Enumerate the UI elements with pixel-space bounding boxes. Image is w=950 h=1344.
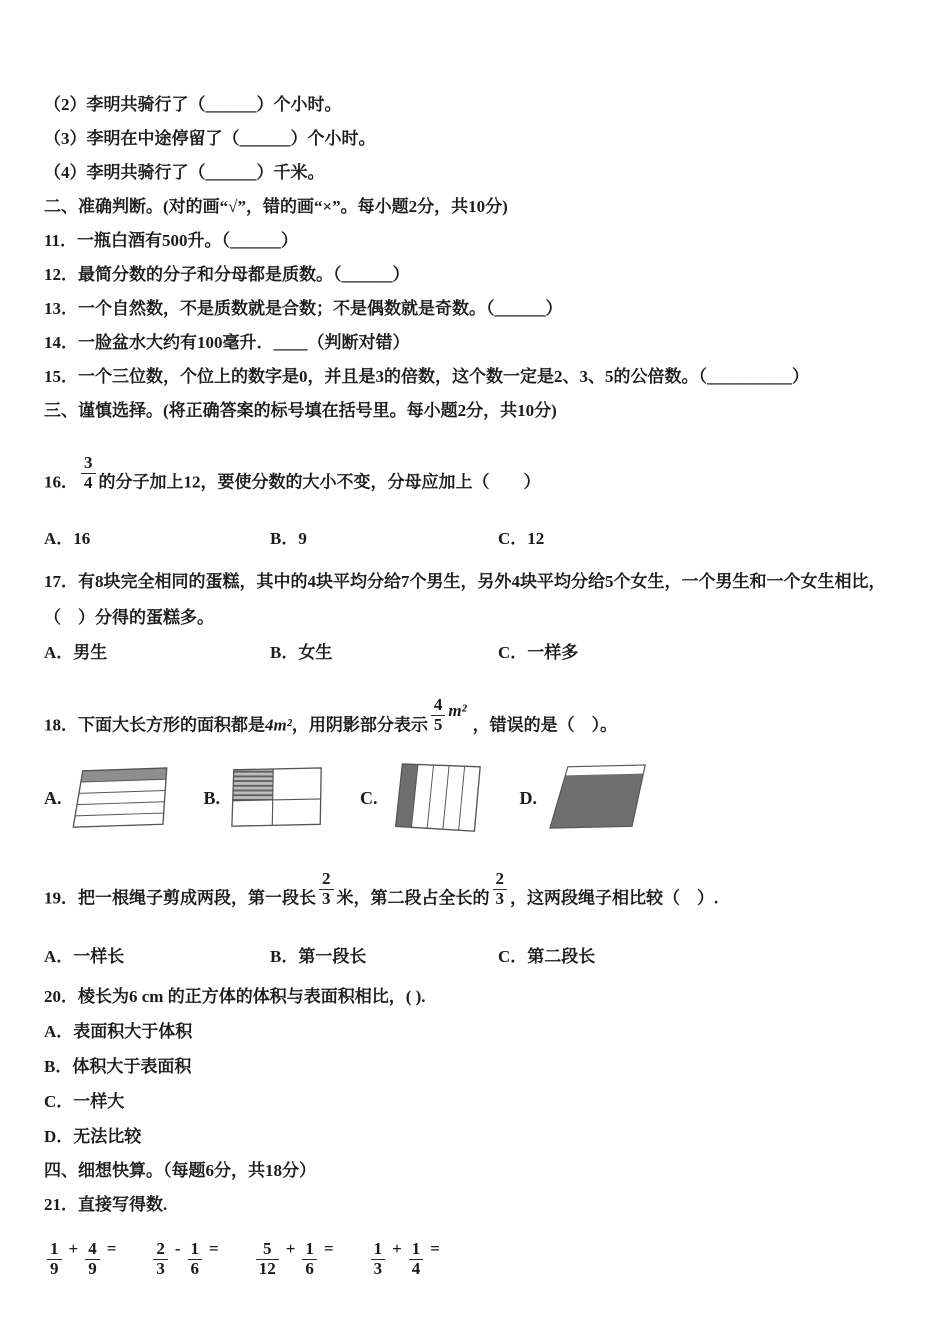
question-18-text-end: ，错误的是（ ）。 [472,715,618,735]
question-20-option-b: B．体积大于表面积 [44,1056,192,1076]
fraction-2-3 [493,870,508,908]
section-3-header: 三、谨慎选择。(将正确答案的标号填在括号里。每小题2分，共10分) [44,401,557,420]
equals-sign: = [323,1238,334,1258]
operator: - [174,1238,181,1258]
question-20: 20．棱长为6 cm 的正方体的体积与表面积相比，( ). [44,986,426,1006]
sub-question-2: （2）李明共骑行了（______）个小时。 [44,95,342,114]
fraction [302,1240,317,1278]
question-16-options [44,522,924,556]
option-b: B．第一段长 [270,946,367,966]
question-20-option-c: C．一样大 [44,1091,125,1111]
numerator: 1 [302,1240,317,1260]
numerator: 2 [319,870,334,890]
question-18-text-start: 18．下面大长方形的面积都是 [44,715,265,735]
denominator: 3 [373,1258,383,1278]
sub-question-4: （4）李明共骑行了（______）千米。 [44,163,325,182]
option-b: B．女生 [270,642,333,662]
question-21-expressions [44,1226,924,1278]
numerator: 4 [431,696,446,716]
question-18 [44,678,924,742]
figure-d-label: D. [519,787,538,808]
option-a: A．一样长 [44,946,125,966]
denominator: 4 [84,472,93,492]
numerator: 5 [256,1240,279,1260]
numerator: 4 [85,1240,100,1260]
numerator: 1 [371,1240,386,1260]
question-17-line2: （ ）分得的蛋糕多。 [44,607,214,627]
hatched-quadrant [233,769,273,801]
option-b: B．9 [270,528,307,548]
equals-sign: = [106,1238,117,1258]
fraction [85,1240,100,1278]
operator: + [392,1238,402,1258]
numerator: 2 [493,870,508,890]
numerator: 1 [47,1240,62,1260]
question-17-line1: 17．有8块完全相同的蛋糕，其中的4块平均分给7个男生，另外4块平均分给5个女生，一个男生和一个女生相比， [44,571,886,591]
operator: + [68,1238,79,1258]
question-16 [44,440,924,500]
option-c: C．一样多 [498,642,579,662]
denominator: 5 [433,715,443,735]
numerator: 2 [153,1240,168,1260]
figure-option-c [360,761,484,836]
denominator: 9 [50,1258,59,1278]
question-21-label: 21．直接写得数. [44,1194,168,1214]
denominator: 3 [495,888,504,908]
denominator: 4 [411,1258,421,1278]
section-2-header: 二、准确判断。(对的画“√”，错的画“×”。每小题2分，共10分) [44,197,508,216]
question-17 [44,564,924,636]
figure-option-d [520,764,652,832]
fraction [153,1240,168,1278]
numerator: 3 [81,454,96,474]
option-a: A．16 [44,528,91,548]
expression-1 [44,1240,120,1278]
denominator: 9 [88,1258,97,1278]
denominator: 6 [190,1258,200,1278]
question-18-figures [44,756,924,840]
numerator: 1 [409,1240,424,1260]
denominator: 3 [322,888,331,908]
fraction [47,1240,62,1278]
figure-option-a [44,767,168,830]
figure-d-parallelogram [547,764,651,832]
operator: + [285,1238,296,1258]
figure-option-b [204,766,325,830]
question-19 [44,854,924,916]
figure-b-quadrants [230,766,324,830]
numerator: 1 [188,1240,203,1260]
option-c: C．12 [498,528,545,548]
expression-4 [368,1240,444,1278]
question-13: 13．一个自然数，不是质数就是合数；不是偶数就是奇数。（______） [44,299,563,318]
question-17-options [44,636,924,670]
denominator: 6 [305,1258,314,1278]
fraction-3-4 [81,454,96,492]
option-a: A．男生 [44,642,108,662]
question-20-option-d: D．无法比较 [44,1126,142,1146]
denominator: 3 [156,1258,165,1278]
fraction-4-5 [431,696,446,734]
expression-2 [150,1240,222,1278]
question-18-text-mid: ，用阴影部分表示 [291,715,428,735]
question-20-option-a: A．表面积大于体积 [44,1021,193,1041]
fraction [371,1240,386,1278]
fraction [409,1240,424,1278]
section-4-header: 四、细想快算。（每题6分，共18分） [44,1160,316,1180]
question-19-text-mid: 米，第二段占全长的 [336,888,490,908]
area-value: 4m² [265,715,292,735]
question-12: 12．最简分数的分子和分母都是质数。（______） [44,265,410,284]
question-14: 14．一脸盆水大约有100毫升．____（判断对错） [44,333,410,352]
question-16-text: 的分子加上12，要使分数的大小不变，分母应加上（ ） [98,472,541,492]
question-16-number: 16． [44,472,78,492]
question-15: 15．一个三位数，个位上的数字是0，并且是3的倍数，这个数一定是2、3、5的公倍数。（__________） [44,367,809,386]
fraction [188,1240,203,1278]
equals-sign: = [209,1238,219,1258]
question-19-text-end: ，这两段绳子相比较（ ）. [510,888,719,908]
question-19-options [44,940,924,974]
sub-question-3: （3）李明在中途停留了（______）个小时。 [44,129,376,148]
figure-c-label: C. [360,787,378,808]
figure-a-label: A. [44,787,62,808]
figure-b-label: B. [203,787,221,808]
question-19-text-start: 19．把一根绳子剪成两段，第一段长 [44,888,316,908]
fraction-2-3 [319,870,334,908]
fraction [256,1240,279,1278]
question-11: 11．一瓶白酒有500升。（______） [44,231,299,250]
option-c: C．第二段长 [498,946,596,966]
expression-3 [253,1240,338,1278]
equals-sign: = [430,1238,440,1258]
figure-c-vertical-fifths [388,761,484,836]
figure-a-horizontal-fifths [72,767,168,830]
unit-m2: m² [448,700,467,720]
denominator: 12 [258,1258,276,1278]
